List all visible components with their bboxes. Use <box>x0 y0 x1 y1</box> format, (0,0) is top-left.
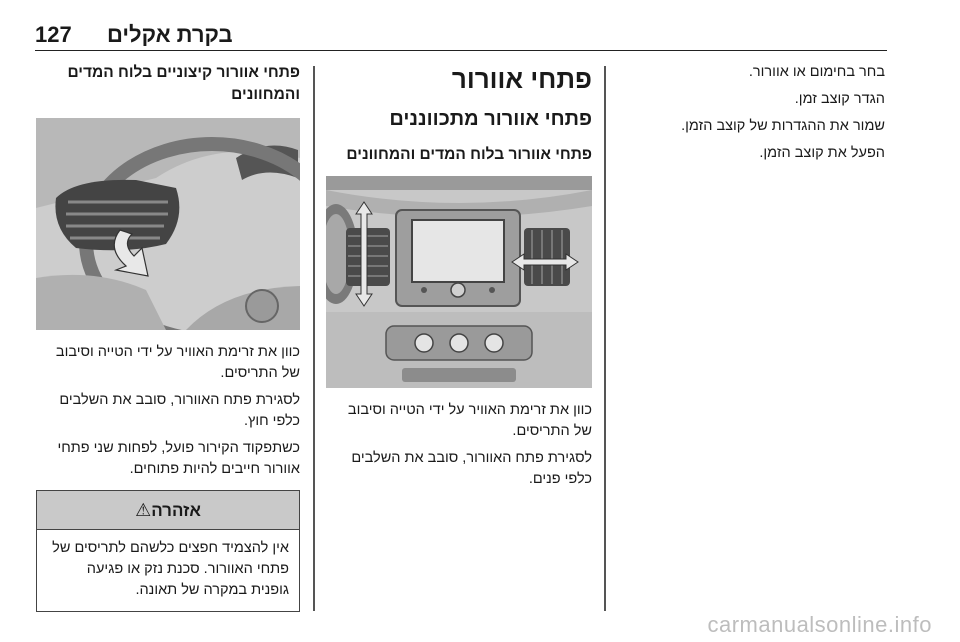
side-vents-heading: פתחי אוורור קיצוניים בלוח המדים והמחוונים <box>67 64 300 103</box>
column-right <box>605 62 885 170</box>
side-vent-drawing <box>36 118 300 330</box>
close-vent-inward-text: לסגירת פתח האוורור, סובב את השלבים כלפי פנים. <box>351 450 592 487</box>
side-vent-illustration <box>36 118 300 330</box>
column-left <box>36 62 300 612</box>
step-2: הגדר קוצב זמן. <box>794 91 885 107</box>
step-4: הפעל את קוצב הזמן. <box>759 145 885 161</box>
warning-header <box>37 491 299 530</box>
page-header <box>35 0 887 51</box>
column-middle <box>326 62 592 496</box>
warning-triangle-icon: ⚠ <box>135 500 152 520</box>
adjust-airflow-text: כוון את זרימת האוויר על ידי הטייה וסיבוב של התריסים. <box>347 402 592 439</box>
warning-title: אזהרה <box>151 501 201 520</box>
section-title: בקרת אקלים <box>107 22 233 47</box>
column-divider-left <box>313 66 315 611</box>
column-divider-right <box>604 66 606 611</box>
vents-heading: פתחי אוורור <box>451 64 592 94</box>
close-vent-outward-text: לסגירת פתח האוורור, סובב את השלבים כלפי חוץ. <box>59 392 300 429</box>
dashboard-vents-heading: פתחי אוורור בלוח המדים והמחוונים <box>346 146 592 163</box>
page-number: 127 <box>35 22 72 47</box>
center-vents-illustration <box>326 176 592 388</box>
side-adjust-airflow-text: כוון את זרימת האוויר על ידי הטייה וסיבוב של התריסים. <box>55 344 300 381</box>
step-3: שמור את ההגדרות של קוצב הזמן. <box>681 118 885 134</box>
adjustable-vents-heading: פתחי אוורור מתכווננים <box>389 108 592 130</box>
center-vents-drawing <box>326 176 592 388</box>
warning-text: אין להצמיד חפצים כלשהם לתריסים של פתחי האוורור. סכנת נזק או פגיעה גופנית במקרה של תאונה. <box>52 540 289 598</box>
watermark: carmanualsonline.info <box>707 612 932 637</box>
cooling-vents-open-text: כשתפקוד הקירור פועל, לפחות שני פתחי אוורור חייבים להיות פתוחים. <box>57 440 300 477</box>
step-1: בחר בחימום או אוורור. <box>748 64 885 80</box>
warning-box <box>36 490 300 612</box>
